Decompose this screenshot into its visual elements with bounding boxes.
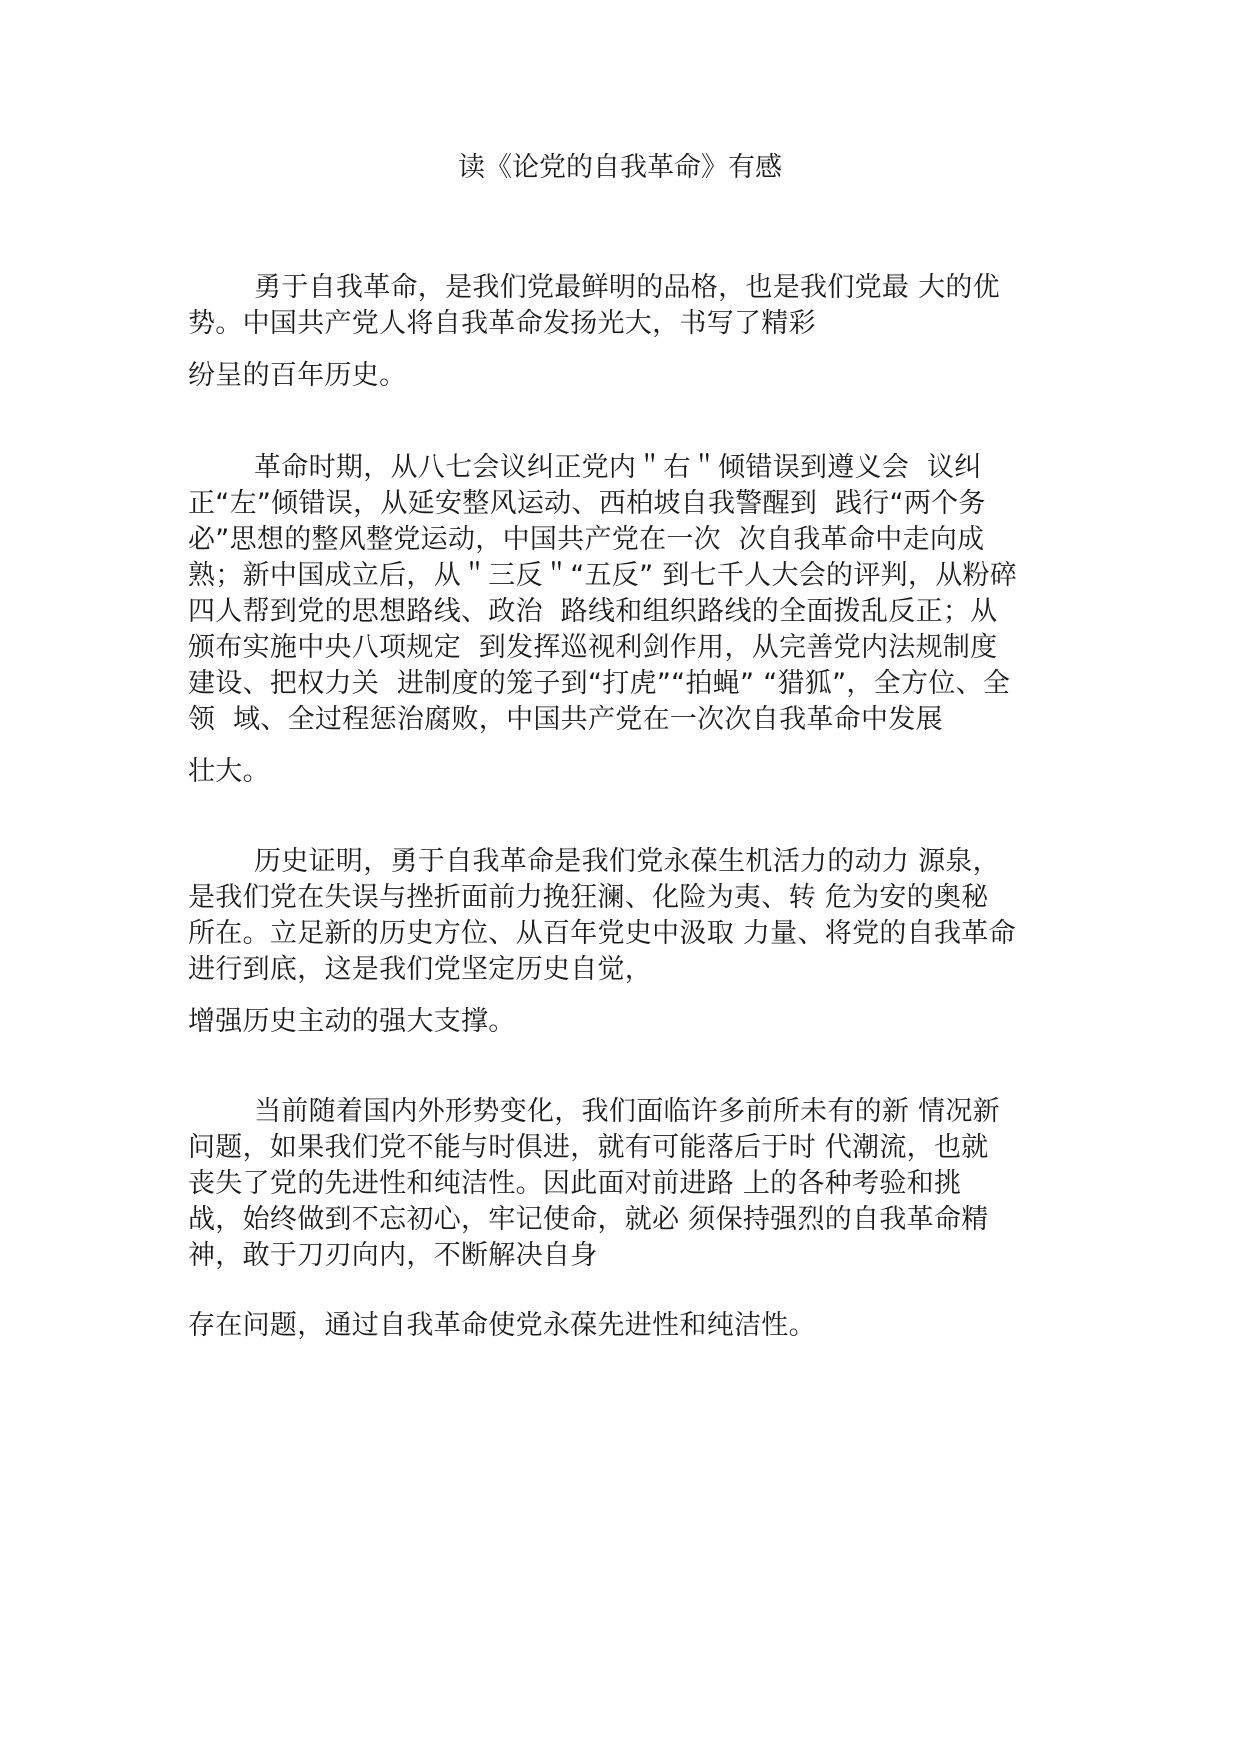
paragraph-line: 当前随着国内外形势变化，我们面临许多前所未有的新 情况新 [254, 1096, 1000, 1127]
paragraph-line: 增强历史主动的强大支撑。 [188, 1006, 516, 1037]
paragraph-line: 革命时期，从八七会议纠正党内＂右＂倾错误到遵义会 议纠 [254, 452, 982, 483]
document-title: 读《论党的自我革命》有感 [458, 152, 782, 183]
paragraph-line: 建设、把权力关 进制度的笼子到“打虎”“拍蝇” “猎狐”，全方位、全 [188, 668, 1011, 699]
paragraph-line: 壮大。 [188, 756, 270, 787]
paragraph-line: 存在问题，通过自我革命使党永葆先进性和纯洁性。 [188, 1310, 816, 1341]
paragraph-line: 历史证明，勇于自我革命是我们党永葆生机活力的动力 源泉， [254, 846, 1000, 877]
paragraph-line: 所在。立足新的历史方位、从百年党史中汲取 力量、将党的自我革命 [188, 918, 1016, 949]
paragraph-line: 颁布实施中央八项规定 到发挥巡视利剑作用，从完善党内法规制度 [188, 632, 998, 663]
paragraph-line: 勇于自我革命，是我们党最鲜明的品格，也是我们党最 大的优 [254, 272, 1000, 303]
paragraph-line: 四人帮到党的思想路线、政治 路线和组织路线的全面拨乱反正；从 [188, 596, 998, 627]
paragraph-line: 势。中国共产党人将自我革命发扬光大，书写了精彩 [188, 308, 816, 339]
paragraph-line: 必”思想的整风整党运动，中国共产党在一次 次自我革命中走向成 [188, 524, 985, 555]
paragraph-line: 熟；新中国成立后，从＂三反＂“五反” 到七千人大会的评判，从粉碎 [188, 560, 1018, 591]
paragraph-line: 纷呈的百年历史。 [188, 360, 407, 391]
paragraph-line: 战，始终做到不忘初心，牢记使命，就必 须保持强烈的自我革命精 [188, 1204, 989, 1235]
paragraph-line: 神，敢于刀刃向内，不断解决自身 [188, 1240, 598, 1271]
paragraph-line: 进行到底，这是我们党坚定历史自觉， [188, 954, 653, 985]
paragraph-line: 问题，如果我们党不能与时俱进，就有可能落后于时 代潮流，也就 [188, 1132, 989, 1163]
paragraph-line: 丧失了党的先进性和纯洁性。因此面对前进路 上的各种考验和挑 [188, 1168, 962, 1199]
paragraph-line: 正“左”倾错误，从延安整风运动、西柏坡自我警醒到 践行“两个务 [188, 488, 986, 519]
paragraph-line: 是我们党在失误与挫折面前力挽狂澜、化险为夷、转 危为安的奥秘 [188, 882, 989, 913]
paragraph-line: 领 域、全过程惩治腐败，中国共产党在一次次自我革命中发展 [188, 704, 943, 735]
